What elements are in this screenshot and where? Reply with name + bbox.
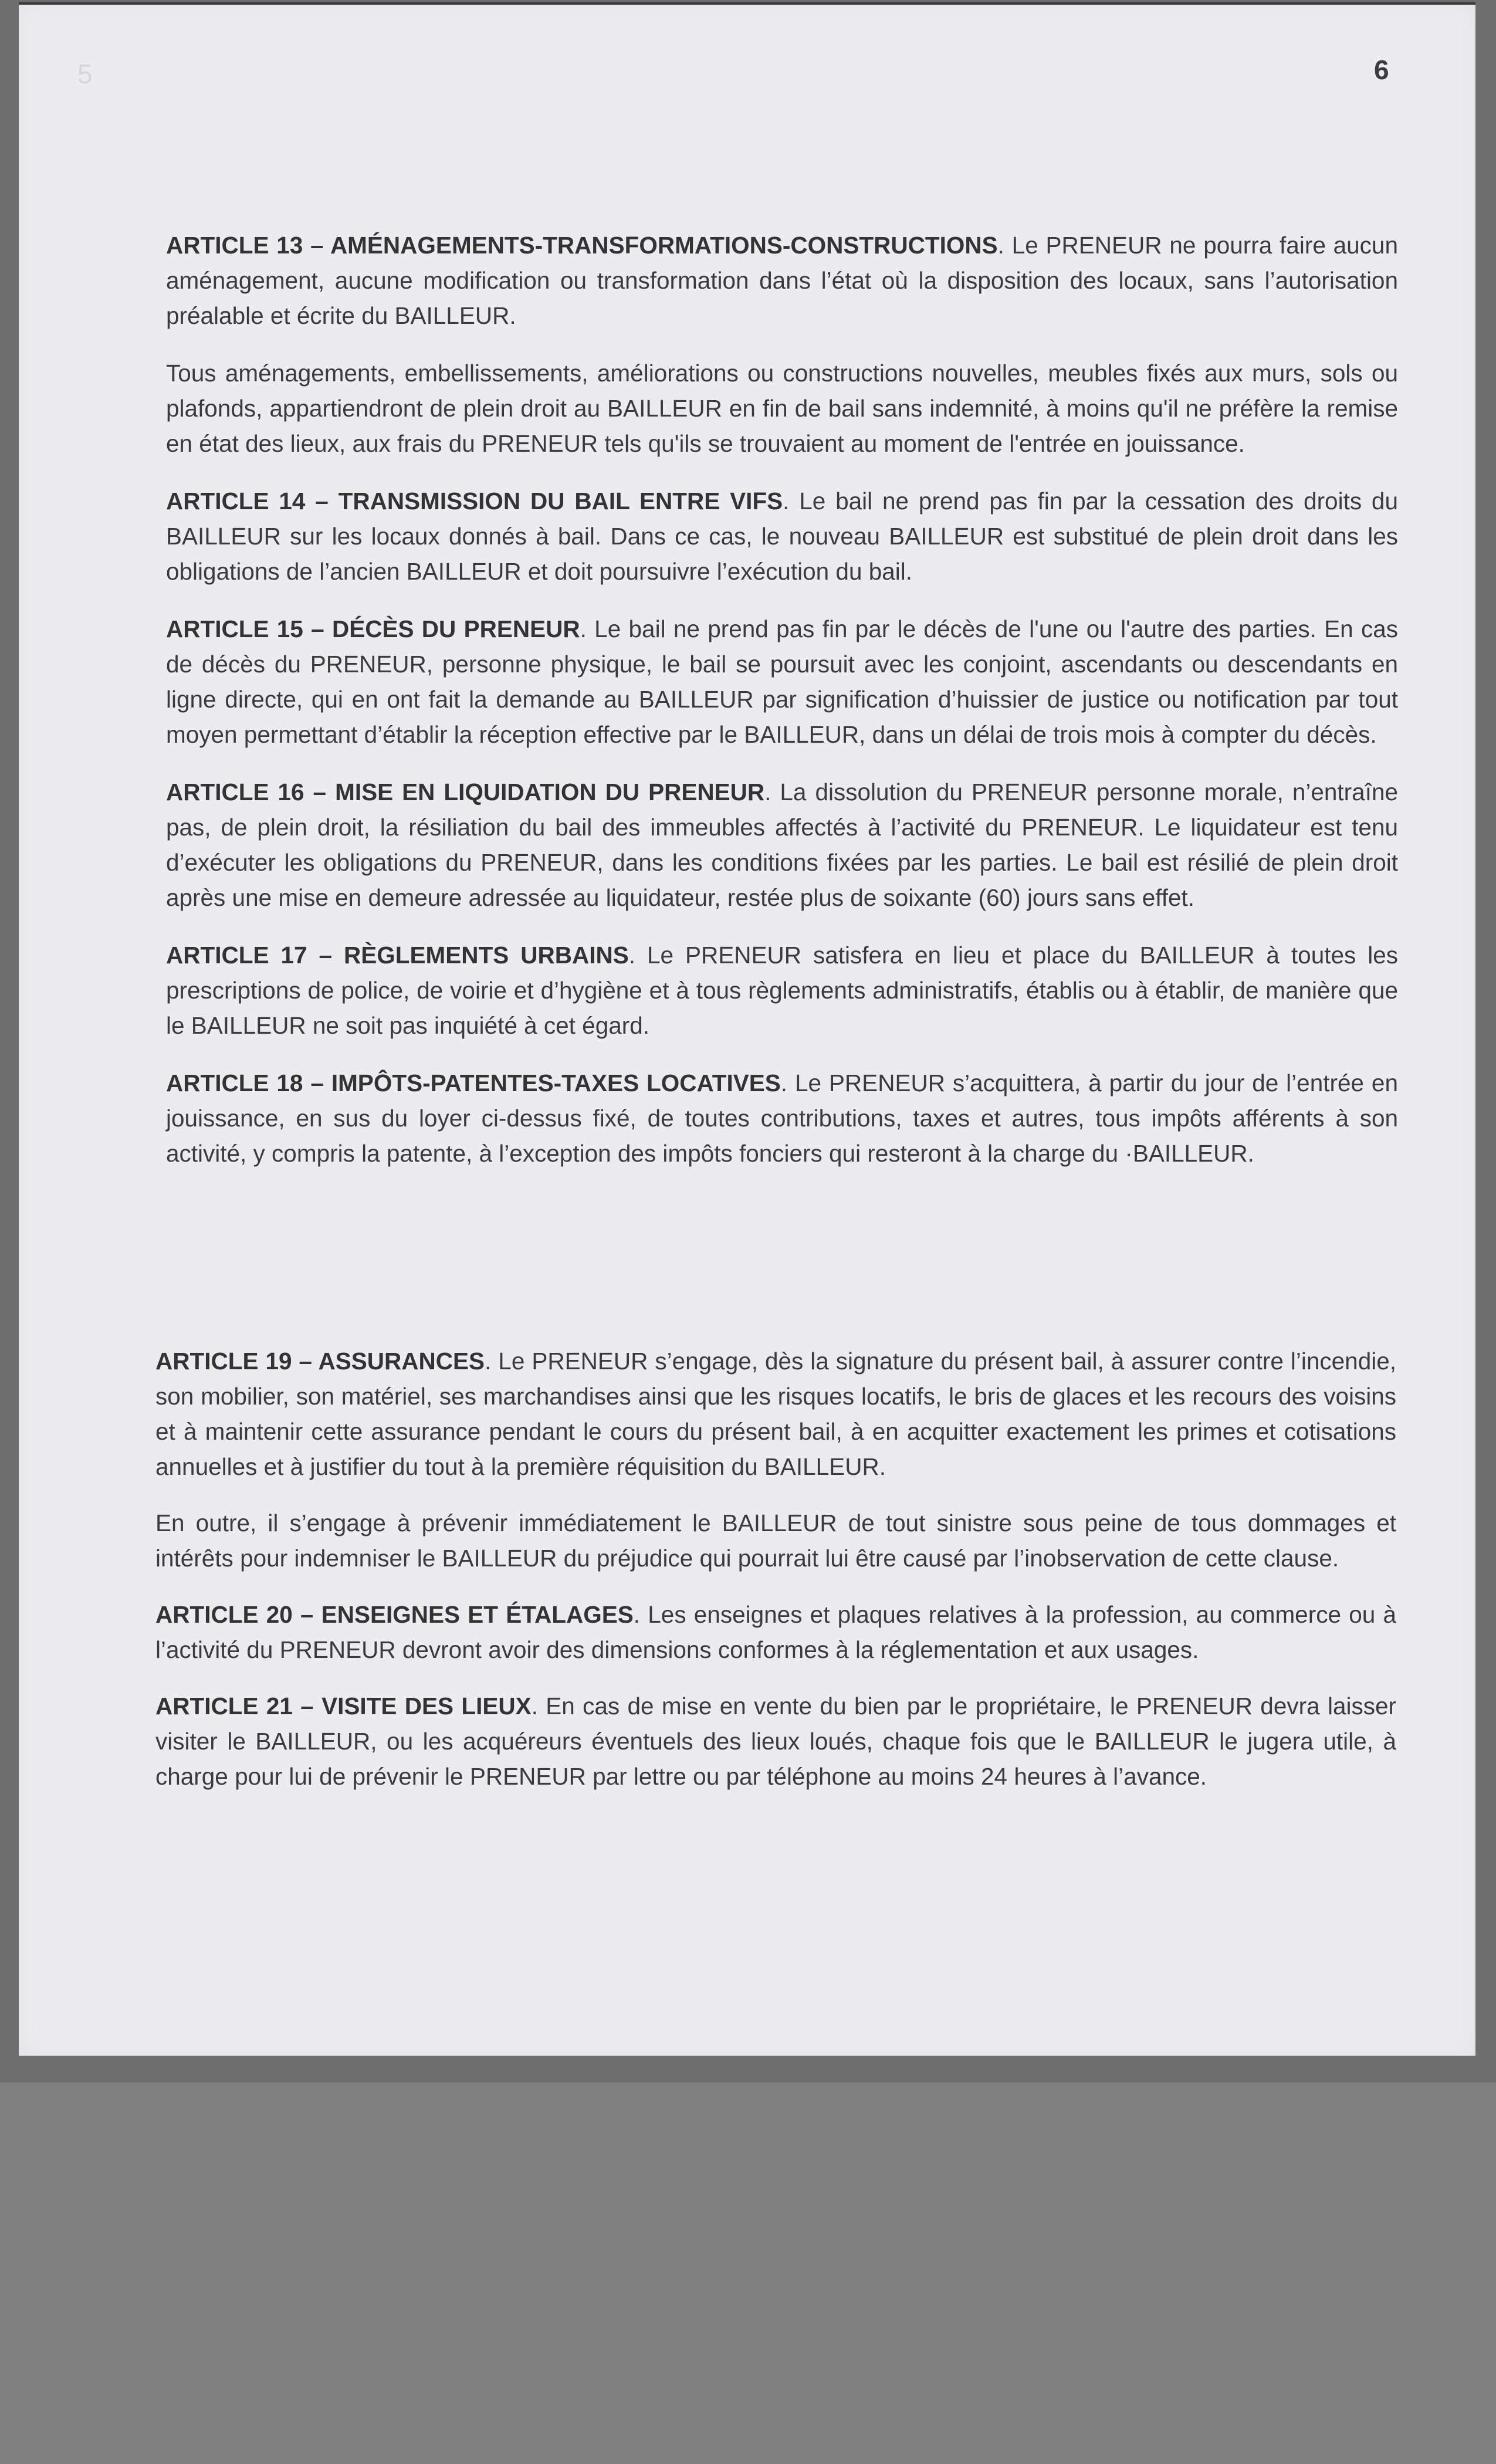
article-13 [166, 228, 1398, 333]
article-heading: ARTICLE 18 – IMPÔTS-PATENTES-TAXES LOCATIVES [166, 1069, 781, 1096]
article-body: . En cas de mise en vente du bien par le propriétaire, le PRENEUR devra laisser visiter le BAILLEUR, ou les acquéreurs éventuels des lieux loués, chaque fois que le BAILLEUR le jugera utile, à charge pour lui de prévenir le PRENEUR par lettre ou par téléphone au moins 24 heures à l’avance. [155, 1693, 1396, 1790]
article-20 [155, 1597, 1396, 1667]
article-13-continuation: Tous aménagements, embellissements, améliorations ou constructions nouvelles, meubles fixés aux murs, sols ou plafonds, appartiendront de plein droit au BAILLEUR en fin de bail sans indemnité, à moins qu'il ne préfère la remise en état des lieux, aux frais du PRENEUR tels qu'ils se trouvaient au moment de l'entrée en jouissance. [166, 360, 1398, 457]
article-heading: ARTICLE 15 – DÉCÈS DU PRENEUR [166, 615, 580, 642]
article-17 [166, 937, 1398, 1043]
article-body: . Le bail ne prend pas fin par la cessation des droits du BAILLEUR sur les locaux donnés à bail. Dans ce cas, le nouveau BAILLEUR est substitué de plein droit dans les obligations de l’ancien BAILLEUR et doit poursuivre l’exécution du bail. [166, 488, 1398, 585]
article-14 [166, 483, 1398, 589]
bleed-through-page-number: 5 [77, 59, 93, 89]
article-body: . Le PRENEUR ne pourra faire aucun aménagement, aucune modification ou transformation dans l’état où la disposition des locaux, sans l’autorisation préalable et écrite du BAILLEUR. [166, 232, 1398, 329]
article-heading: ARTICLE 19 – ASSURANCES [155, 1348, 485, 1375]
article-body: . Les enseignes et plaques relatives à la profession, au commerce ou à l’activité du PRENEUR devront avoir des dimensions conformes à la réglementation et aux usages. [155, 1601, 1397, 1663]
article-18 [166, 1065, 1398, 1171]
articles-19-21 [155, 1343, 1396, 1820]
article-body: . Le PRENEUR s’acquittera, à partir du jour de l’entrée en jouissance, en sus du loyer ci-dessus fixé, de toutes contributions, taxes et autres, tous impôts afférents à son activité, y compris la patente, à l’exception des impôts fonciers qui resteront à la charge du ·BAILLEUR. [166, 1069, 1398, 1167]
article-body: . Le bail ne prend pas fin par le décès de l'une ou l'autre des parties. En cas de décès du PRENEUR, personne physique, le bail se poursuit avec les conjoint, ascendants ou descendants en ligne directe, qui en ont fait la demande au BAILLEUR par signification d’huissier de justice ou notification par tout moyen permettant d’établir la réception effective par le BAILLEUR, dans un délai de trois mois à compter du décès. [166, 615, 1398, 748]
article-15 [166, 611, 1398, 752]
article-21 [155, 1688, 1396, 1794]
article-16 [166, 774, 1398, 915]
page-number: 6 [1374, 55, 1389, 85]
article-body: . La dissolution du PRENEUR personne morale, n’entraîne pas, de plein droit, la résiliation du bail des immeubles affectés à l’activité du PRENEUR. Le liquidateur est tenu d’exécuter les obligations du PRENEUR, dans les conditions fixées par les parties. Le bail est résilié de plein droit après une mise en demeure adressée au liquidateur, restée plus de soixante (60) jours sans effet. [166, 779, 1398, 911]
article-heading: ARTICLE 17 – RÈGLEMENTS URBAINS [166, 942, 629, 969]
article-19-continuation: En outre, il s’engage à prévenir immédiatement le BAILLEUR de tout sinistre sous peine de tous dommages et intérêts pour indemniser le BAILLEUR du préjudice qui pourrait lui être causé par l’inobservation de cette clause. [155, 1509, 1396, 1572]
article-heading: ARTICLE 13 – AMÉNAGEMENTS-TRANSFORMATIONS-CONSTRUCTIONS [166, 232, 998, 259]
article-heading: ARTICLE 14 – TRANSMISSION DU BAIL ENTRE VIFS [166, 488, 783, 515]
articles-13-18 [166, 228, 1398, 1197]
article-heading: ARTICLE 20 – ENSEIGNES ET ÉTALAGES [155, 1601, 634, 1628]
article-body: . Le PRENEUR s’engage, dès la signature du présent bail, à assurer contre l’incendie, son mobilier, son matériel, ses marchandises ainsi que les risques locatifs, le bris de glaces et les recours des voisins et à maintenir cette assurance pendant le cours du présent bail, à en acquitter exactement les primes et cotisations annuelles et à justifier du tout à la première réquisition du BAILLEUR. [155, 1348, 1396, 1480]
article-heading: ARTICLE 16 – MISE EN LIQUIDATION DU PRENEUR [166, 779, 765, 805]
article-body: . Le PRENEUR satisfera en lieu et place du BAILLEUR à toutes les prescriptions de police, de voirie et d’hygiène et à tous règlements administratifs, établis ou à établir, de manière que le BAILLEUR ne soit pas inquiété à cet égard. [166, 942, 1398, 1039]
article-heading: ARTICLE 21 – VISITE DES LIEUX [155, 1693, 532, 1720]
article-19 [155, 1343, 1396, 1484]
